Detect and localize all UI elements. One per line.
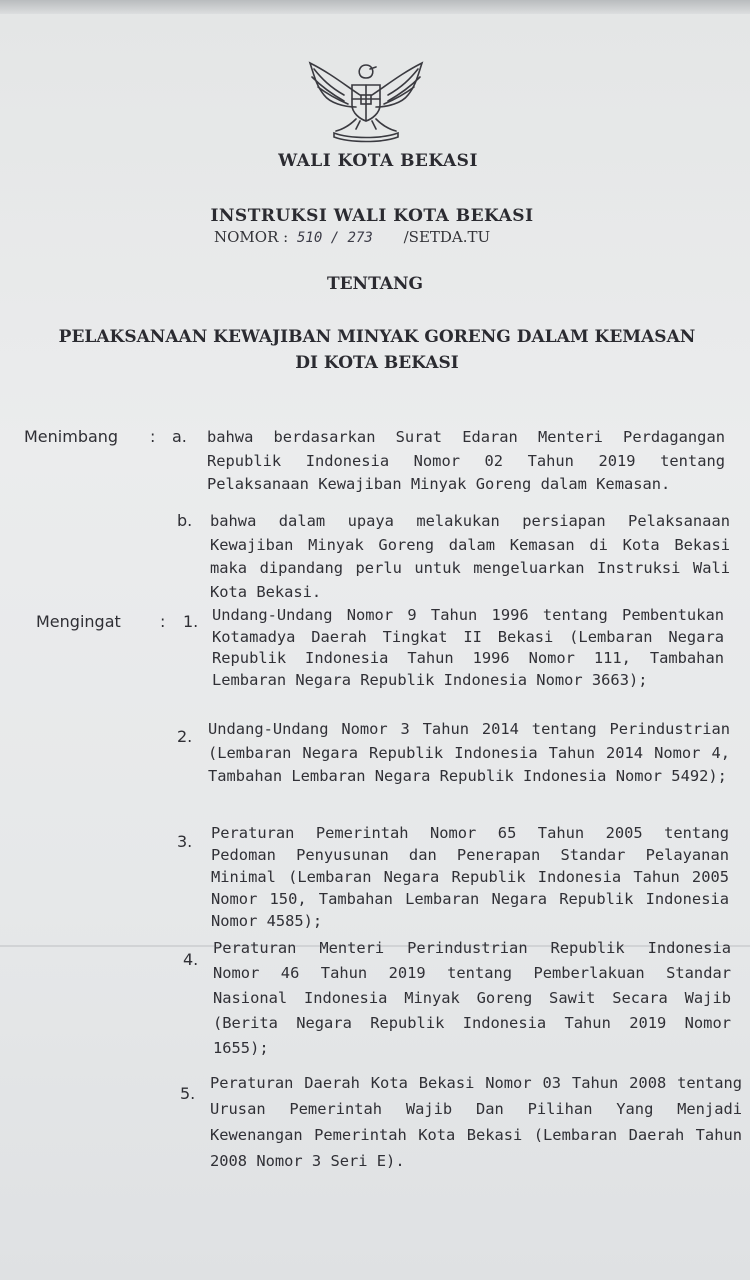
menimbang-label: Menimbang <box>24 427 119 446</box>
menimbang-item-b: bahwa dalam upaya melakukan persiapan Pelaksanaan Kewajiban Minyak Goreng dalam Kemasan di Kota Bekasi maka dipandang perlu untuk mengeluarkan Instruksi Wali Kota Bekasi. <box>210 512 730 601</box>
nomor-suffix: /SETDA.TU <box>403 228 491 246</box>
menimbang-marker-b: b. <box>177 511 193 530</box>
mengingat-item-1: Undang-Undang Nomor 9 Tahun 1996 tentang Pembentukan Kotamadya Daerah Tingkat II Bekasi (Lembaran Negara Republik Indonesia Tahun 1996 Nomor 111, Tambahan Lembaran Negara Republik Indonesia Nomor 3663); <box>212 606 724 689</box>
subject-line-2: DI KOTA BEKASI <box>295 353 459 373</box>
instruction-title: INSTRUKSI WALI KOTA BEKASI <box>210 206 534 226</box>
mengingat-item-4: Peraturan Menteri Perindustrian Republik Indonesia Nomor 46 Tahun 2019 tentang Pemberlakuan Standar Nasional Indonesia Minyak Goreng Sawit Secara Wajib (Berita Negara Republik Indonesia Tahun 2019 Nomor 1655); <box>213 939 731 1057</box>
mengingat-label: Mengingat <box>36 612 121 631</box>
garuda-emblem-icon <box>300 55 432 143</box>
mengingat-marker-5: 5. <box>180 1084 196 1103</box>
menimbang-colon: : <box>150 427 156 446</box>
mengingat-marker-3: 3. <box>177 832 193 851</box>
menimbang-marker-a: a. <box>172 427 187 446</box>
office-title: WALI KOTA BEKASI <box>278 151 478 171</box>
tentang-heading: TENTANG <box>326 274 424 294</box>
nomor-line <box>214 228 490 246</box>
mengingat-item-2: Undang-Undang Nomor 3 Tahun 2014 tentang Perindustrian (Lembaran Negara Republik Indonesia Tahun 2014 Nomor 4, Tambahan Lembaran Negara Republik Indonesia Nomor 5492); <box>208 720 730 785</box>
menimbang-item-a: bahwa berdasarkan Surat Edaran Menteri Perdagangan Republik Indonesia Nomor 02 Tahun 2019 tentang Pelaksanaan Kewajiban Minyak Goreng dalam Kemasan. <box>207 428 725 493</box>
subject-heading <box>2 324 750 376</box>
mengingat-colon: : <box>160 612 166 631</box>
mengingat-item-5: Peraturan Daerah Kota Bekasi Nomor 03 Tahun 2008 tentang Urusan Pemerintah Wajib Dan Pilihan Yang Menjadi Kewenangan Pemerintah Kota Bekasi (Lembaran Daerah Tahun 2008 Nomor 3 Seri E). <box>210 1074 742 1170</box>
subject-line-1: PELAKSANAAN KEWAJIBAN MINYAK GORENG DALAM KEMASAN <box>58 327 696 347</box>
mengingat-marker-4: 4. <box>183 950 199 969</box>
paper-top-edge <box>0 0 750 14</box>
nomor-value: 510 / 273 <box>296 230 373 246</box>
mengingat-marker-1: 1. <box>183 612 199 631</box>
mengingat-marker-2: 2. <box>177 727 193 746</box>
mengingat-item-3: Peraturan Pemerintah Nomor 65 Tahun 2005 tentang Pedoman Penyusunan dan Penerapan Standar Pelayanan Minimal (Lembaran Negara Republik Indonesia Tahun 2005 Nomor 150, Tambahan Lembaran Negara Republik Indonesia Nomor 4585); <box>211 824 729 930</box>
nomor-label: NOMOR : <box>214 228 289 246</box>
